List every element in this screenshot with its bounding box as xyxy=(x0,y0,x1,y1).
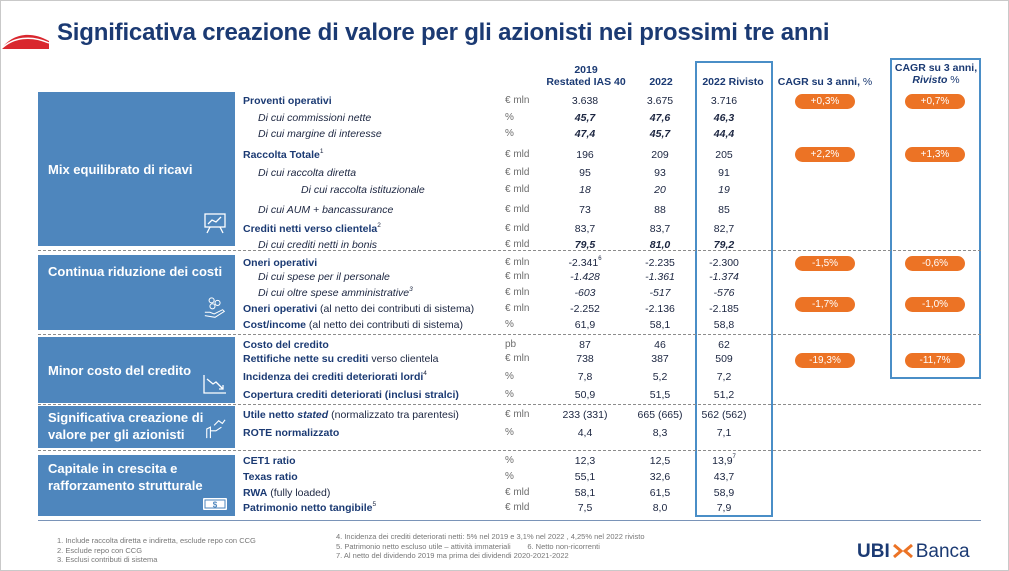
cagr-rivisto-pill: +0,7% xyxy=(905,94,965,109)
money-icon xyxy=(202,493,228,515)
cagr-pill: +0,3% xyxy=(795,94,855,109)
row-costo-credito: Costo del credito pb 87 46 62 xyxy=(243,339,730,351)
section-capitale xyxy=(38,455,235,516)
svg-text:$: $ xyxy=(212,500,218,510)
row-spese-amministrative: Di cui oltre spese amministrative$^3$ € mln -603 -517 -576 xyxy=(258,286,735,299)
footnotes-right: 4. Incidenza dei crediti deteriorati netti: 5% nel 2019 e 3,1% nel 2022 , 4,25% nel 2022 rivisto 5. Patrimonio netto escluso utile – attività immateriali 6. Netto non-ricorrenti 7. Al netto del dividendo 2019 ma prima dei dividendi 2020-2021-2022 xyxy=(336,532,645,560)
col-header-2022-rivisto: 2022 Rivisto xyxy=(702,76,764,88)
row-crediti-netti: Crediti netti verso clientela$^2$ € mld 83,7 83,7 82,7 xyxy=(243,222,735,235)
cagr-rivisto-pill: -0,6% xyxy=(905,256,965,271)
row-copertura-deteriorati: Copertura crediti deteriorati (inclusi stralci) % 50,9 51,5 51,2 xyxy=(243,389,735,401)
row-spese-personale: Di cui spese per il personale € mln -1.428 -1.361 -1.374 xyxy=(258,271,739,283)
cagr-pill: +2,2% xyxy=(795,147,855,162)
row-texas-ratio: Texas ratio % 55,1 32,6 43,7 xyxy=(243,471,735,483)
cagr-rivisto-pill: +1,3% xyxy=(905,147,965,162)
row-aum-bancassurance: Di cui AUM + bancassurance € mld 73 88 85 xyxy=(258,204,730,216)
row-cet1: CET1 ratio % 12,3 12,5 13,9$^7$ xyxy=(243,454,736,467)
ubi-banca-logo: UBI Banca xyxy=(857,541,970,562)
logo-chevron-icon xyxy=(892,543,914,559)
row-raccolta-totale: Raccolta Totale$^1$ € mld 196 209 205 xyxy=(243,148,733,161)
separator xyxy=(38,450,981,451)
cagr-pill: -1,7% xyxy=(795,297,855,312)
row-rwa: RWA (fully loaded) € mld 58,1 61,5 58,9 xyxy=(243,487,735,499)
row-proventi-operativi: Proventi operativi € mln 3.638 3.675 3.716 xyxy=(243,95,738,107)
section-creazione-valore xyxy=(38,406,235,448)
row-raccolta-diretta: Di cui raccolta diretta € mld 95 93 91 xyxy=(258,167,730,179)
separator xyxy=(38,334,981,335)
hand-coins-icon xyxy=(202,297,228,319)
section-title: Significativa creazione di valore per gli azionisti xyxy=(48,410,204,442)
cagr-pill: -1,5% xyxy=(795,256,855,271)
row-margine-interesse: Di cui margine di interesse % 47,4 45,7 44,4 xyxy=(258,128,735,140)
cagr-rivisto-pill: -11,7% xyxy=(905,353,965,368)
row-oneri-operativi: Oneri operativi € mln -2.341$^6$ -2.235 -2.300 xyxy=(243,256,739,269)
cagr-rivisto-pill: -1,0% xyxy=(905,297,965,312)
presentation-chart-icon xyxy=(202,212,228,234)
separator xyxy=(38,404,981,405)
footer-divider xyxy=(38,520,981,521)
footnotes-left: 1. Include raccolta diretta e indiretta, esclude repo con CCG 2. Esclude repo con CCG 3. Esclusi contributi di sistema xyxy=(57,536,256,564)
hand-growth-icon xyxy=(202,418,228,440)
cagr-pill: -19,3% xyxy=(795,353,855,368)
section-title: Continua riduzione dei costi xyxy=(48,264,223,279)
row-patrimonio-netto: Patrimonio netto tangibile$^5$ € mld 7,5 8,0 7,9 xyxy=(243,501,732,514)
col-header-2019: 2019 Restated IAS 40 xyxy=(546,64,626,88)
row-crediti-bonis: Di cui crediti netti in bonis € mld 79,5 81,0 79,2 xyxy=(258,239,735,251)
row-rote: ROTE normalizzato % 4,4 8,3 7,1 xyxy=(243,427,732,439)
col-header-cagr-rivisto: CAGR su 3 anni, Rivisto % xyxy=(894,62,978,86)
row-utile-netto: Utile netto stated (normalizzato tra parentesi) € mln 233 (331) 665 (665) 562 (562) xyxy=(243,409,747,421)
row-commissioni-nette: Di cui commissioni nette % 45,7 47,6 46,3 xyxy=(258,112,735,124)
row-raccolta-istituzionale: Di cui raccolta istituzionale € mld 18 20 19 xyxy=(301,184,730,196)
brand-swoosh-icon xyxy=(1,29,51,51)
section-mix-ricavi xyxy=(38,92,235,246)
section-riduzione-costi xyxy=(38,255,235,330)
declining-chart-icon xyxy=(202,373,228,395)
row-oneri-operativi-netti: Oneri operativi (al netto dei contributi di sistema) € mln -2.252 -2.136 -2.185 xyxy=(243,303,739,315)
page-title: Significativa creazione di valore per gli azionisti nei prossimi tre anni xyxy=(57,19,830,46)
section-title: Capitale in crescita e rafforzamento strutturale xyxy=(48,461,203,493)
row-incidenza-deteriorati: Incidenza dei crediti deteriorati lordi$^4$ % 7,8 5,2 7,2 xyxy=(243,370,732,383)
section-costo-credito xyxy=(38,337,235,403)
section-title: Minor costo del credito xyxy=(48,363,192,378)
col-header-2022: 2022 xyxy=(649,76,673,88)
row-rettifiche-nette: Rettifiche nette su crediti verso clientela € mln 738 387 509 xyxy=(243,353,733,365)
col-header-cagr: CAGR su 3 anni, % xyxy=(777,76,873,88)
row-cost-income: Cost/income (al netto dei contributi di sistema) % 61,9 58,1 58,8 xyxy=(243,319,735,331)
section-title: Mix equilibrato di ricavi xyxy=(48,162,193,177)
